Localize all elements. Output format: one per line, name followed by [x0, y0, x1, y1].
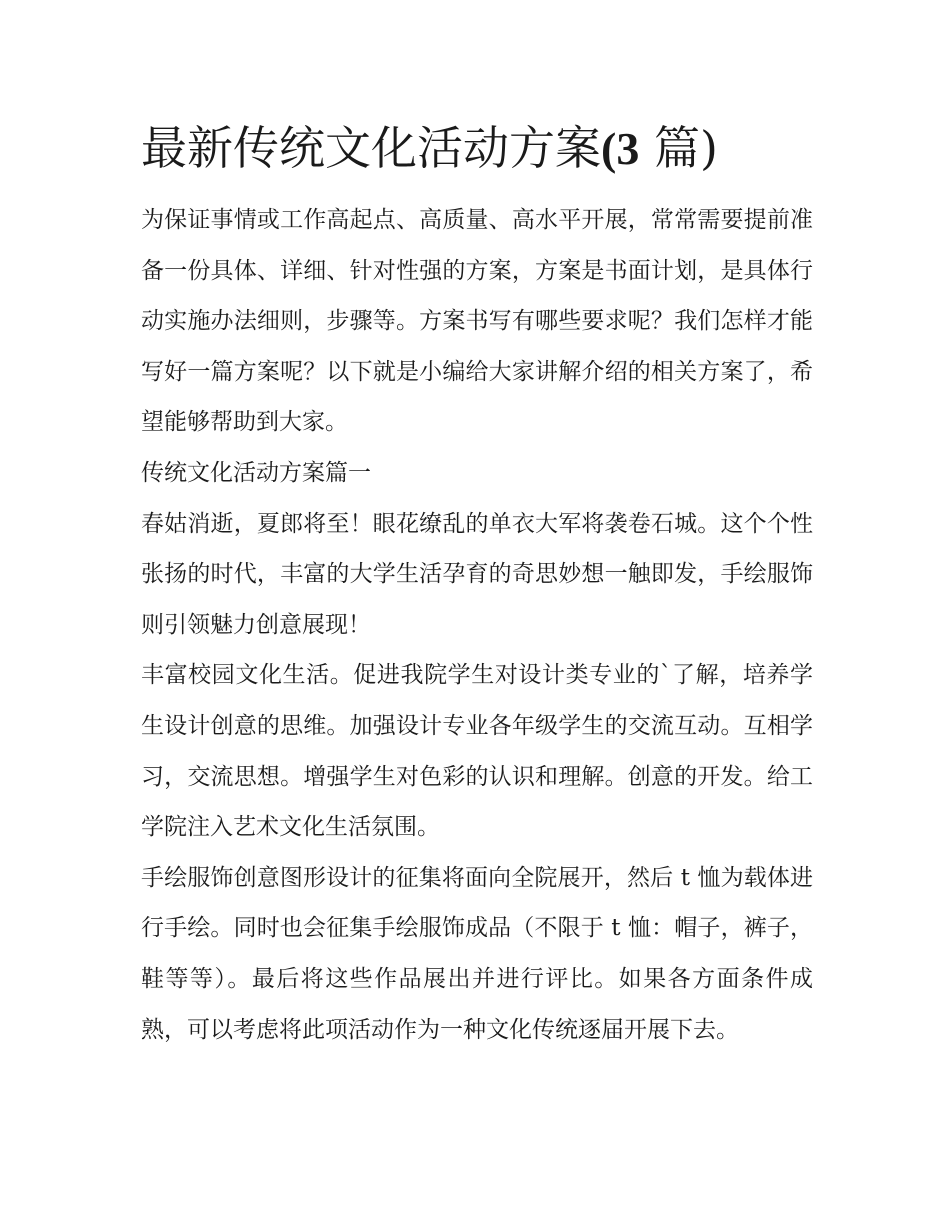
title-number: 3 — [616, 123, 640, 174]
document-page — [141, 112, 813, 1055]
body-paragraph-1: 春姑消逝，夏郎将至！眼花缭乱的单衣大军将袭卷石城。这个个性张扬的时代，丰富的大学生活孕育的奇思妙想一触即发，手绘服饰则引领魅力创意展现！ — [141, 510, 813, 638]
intro-paragraph: 为保证事情或工作高起点、高质量、高水平开展，常常需要提前准备一份具体、详细、针对性强的方案，方案是书面计划，是具体行动实施办法细则，步骤等。方案书写有哪些要求呢？我们怎样才能写好一篇方案呢？以下就是小编给大家讲解介绍的相关方案了，希望能够帮助到大家。 — [141, 207, 813, 436]
title-spacing — [141, 185, 813, 195]
body-paragraph-3: 手绘服饰创意图形设计的征集将面向全院展开，然后 t 恤为载体进行手绘。同时也会征集手绘服饰成品（不限于 t 恤：帽子，裤子，鞋等等）。最后将这些作品展出并进行评比。如果各方面条件成熟，可以考虑将此项活动作为一种文化传统逐届开展下去。 — [141, 864, 813, 1043]
section-heading: 传统文化活动方案篇一 — [141, 459, 371, 486]
document-title — [141, 112, 813, 185]
title-suffix: 篇) — [639, 121, 718, 175]
title-prefix: 最新传统文化活动方案 — [141, 121, 601, 175]
title-open: ( — [601, 123, 617, 174]
body-paragraph-2: 丰富校园文化生活。促进我院学生对设计类专业的`了解，培养学生设计创意的思维。加强设计专业各年级学生的交流互动。互相学习，交流思想。增强学生对色彩的认识和理解。创意的开发。给工学院注入艺术文化生活氛围。 — [141, 662, 813, 841]
